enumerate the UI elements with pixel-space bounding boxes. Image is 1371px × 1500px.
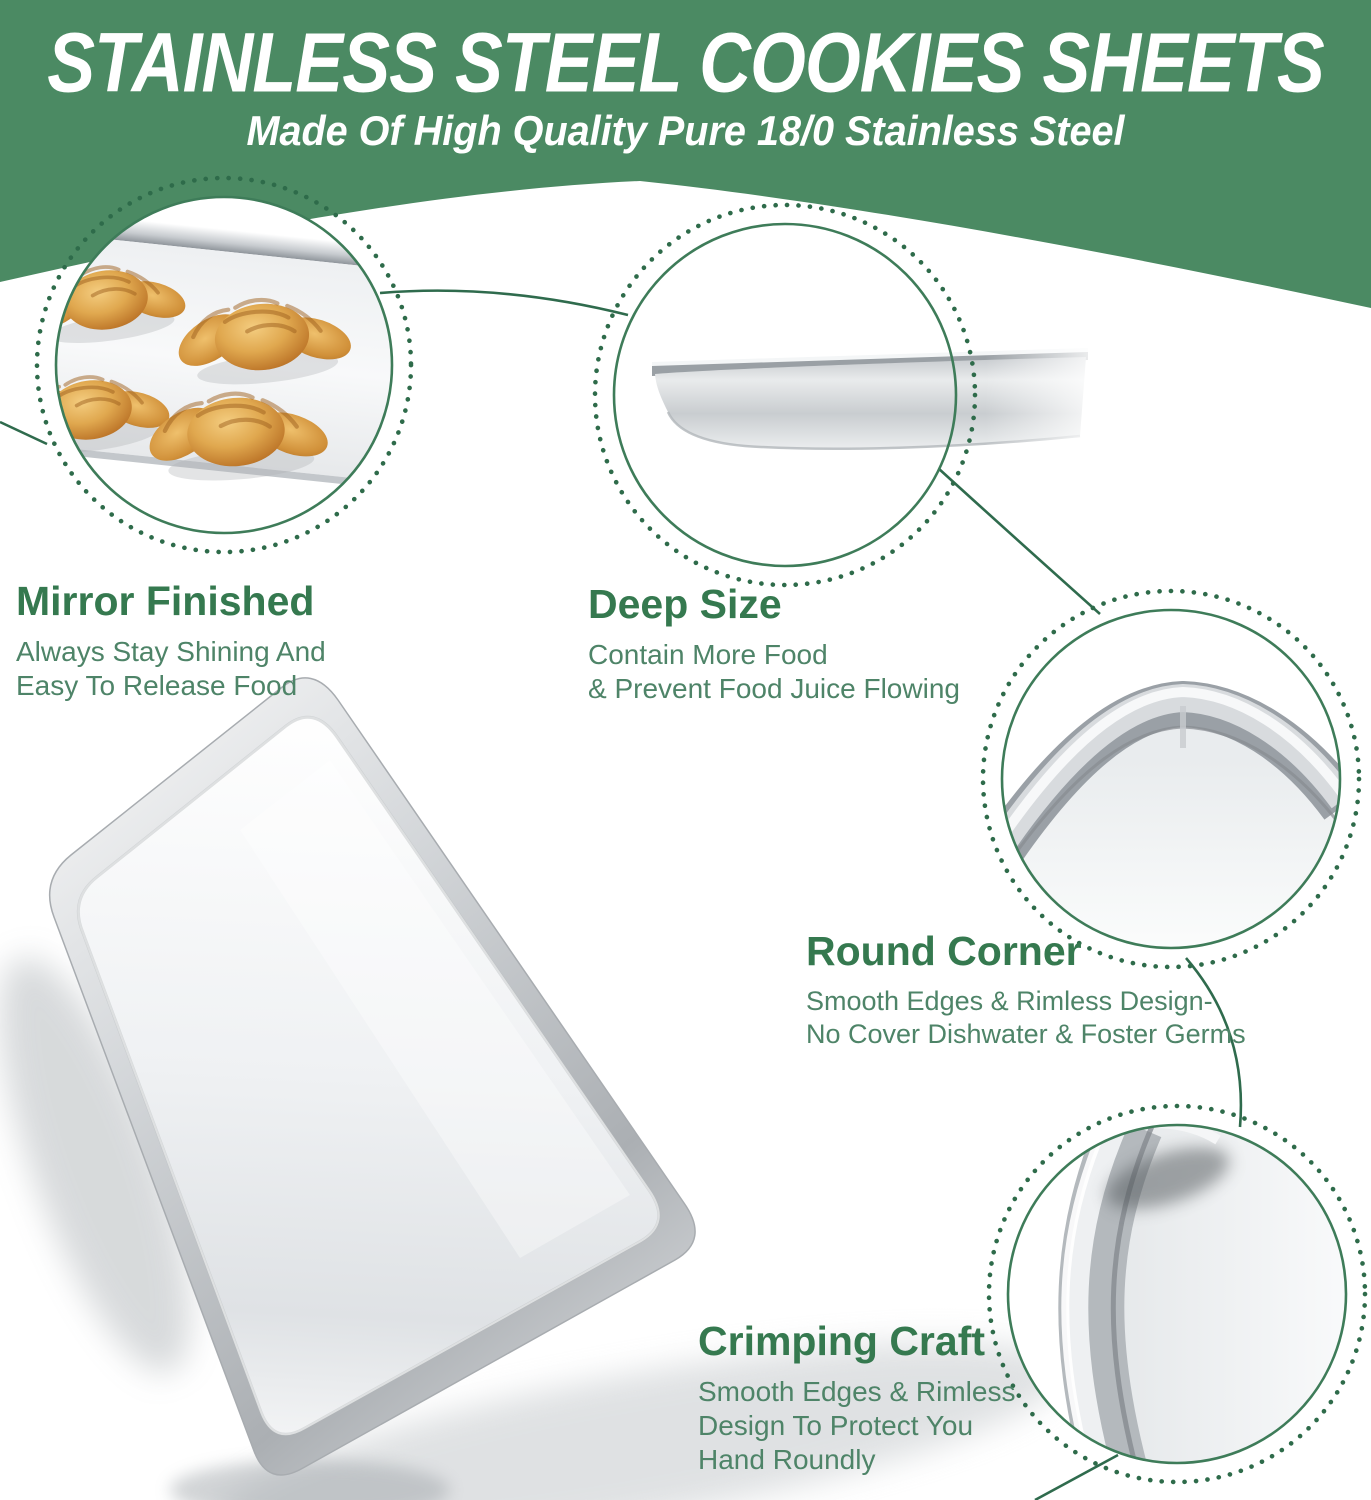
feature-deep-size — [588, 583, 960, 706]
feature-line: Smooth Edges & Rimless Design- — [806, 986, 1213, 1017]
feature-line: No Cover Dishwater & Foster Germs — [806, 1018, 1246, 1049]
callout-circle-deep — [595, 205, 1115, 585]
feature-round-corner — [806, 930, 1246, 1051]
feature-title: Round Corner — [806, 928, 1082, 974]
connector-line — [1035, 1455, 1118, 1500]
page-subtitle: Made Of High Quality Pure 18/0 Stainless Steel — [246, 108, 1125, 155]
feature-line: Contain More Food — [588, 639, 828, 671]
callout-circle-corner — [983, 591, 1359, 967]
feature-title: Crimping Craft — [698, 1318, 985, 1364]
feature-title: Mirror Finished — [16, 578, 315, 624]
connector-line — [0, 422, 47, 444]
feature-mirror-finished — [16, 580, 326, 703]
feature-line: Design To Protect You — [698, 1410, 974, 1442]
feature-crimping-craft — [698, 1320, 1015, 1478]
feature-line: Smooth Edges & Rimless — [698, 1376, 1016, 1408]
crimping-edge-photo — [1065, 1123, 1350, 1468]
feature-line: Easy To Release Food — [16, 670, 298, 702]
connector-line — [380, 291, 628, 315]
feature-line: Hand Roundly — [698, 1444, 876, 1476]
callout-circle-crimping — [989, 1106, 1365, 1482]
feature-line: Always Stay Shining And — [16, 636, 326, 668]
page-title: STAINLESS STEEL COOKIES SHEETS — [47, 15, 1324, 110]
feature-line: & Prevent Food Juice Flowing — [588, 673, 960, 705]
connector-line — [938, 468, 1100, 614]
feature-title: Deep Size — [588, 581, 782, 627]
